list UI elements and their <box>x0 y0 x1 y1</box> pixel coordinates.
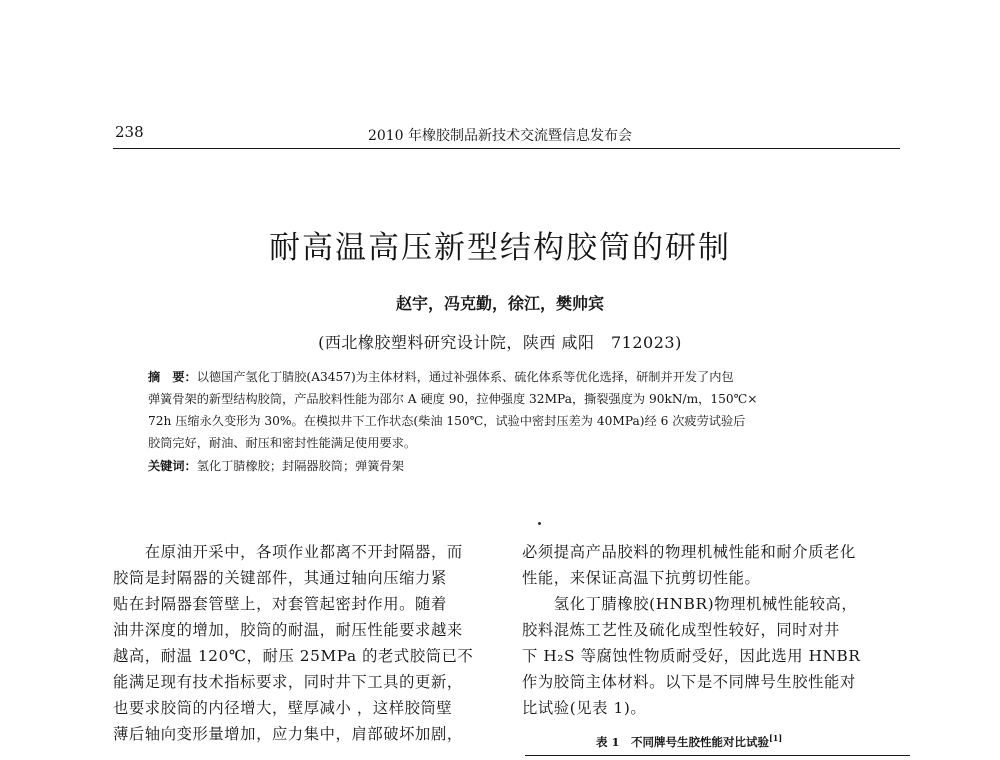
left-column-line: 能满足现有技术指标要求，同时井下工具的更新， <box>113 673 463 691</box>
left-column-line: 在原油开采中，各项作业都离不开封隔器，而 <box>113 543 463 561</box>
affiliation: (西北橡胶塑料研究设计院，陕西 咸阳 712023) <box>318 333 682 352</box>
article-title: 耐高温高压新型结构胶筒的研制 <box>269 230 731 266</box>
left-column-line: 胶筒是封隔器的关键部件，其通过轴向压缩力紧 <box>113 569 447 587</box>
abstract-line <box>148 367 868 387</box>
left-column-line: 越高，耐温 120℃，耐压 25MPa 的老式胶筒已不 <box>113 647 474 665</box>
left-column-line: 也要求胶筒的内径增大，壁厚减小 ，这样胶筒壁 <box>113 699 453 717</box>
right-column-line: 必须提高产品胶料的物理机械性能和耐介质老化 <box>522 543 856 561</box>
header-rule <box>113 148 900 149</box>
page-number: 238 <box>115 123 144 141</box>
keywords-label: 关键词： <box>148 459 197 473</box>
table-caption <box>596 733 782 750</box>
table-caption-ref: [1] <box>769 733 783 743</box>
table-caption-text: 表 1 不同牌号生胶性能对比试验 <box>596 734 770 749</box>
abstract-line: 72h 压缩永久变形为 30%。在模拟井下工作状态(柴油 150℃，试验中密封压差为 40MPa)经 6 次疲劳试验后 <box>148 414 746 428</box>
abstract-label: 摘 要： <box>148 370 197 384</box>
abstract-line: 胶筒完好，耐油、耐压和密封性能满足使用要求。 <box>148 436 417 450</box>
keywords-text: 氢化丁腈橡胶；封隔器胶筒；弹簧骨架 <box>196 459 404 473</box>
left-column-line: 贴在封隔器套管壁上，对套管起密封作用。随着 <box>113 595 447 613</box>
right-column-line: 作为胶筒主体材料。以下是不同牌号生胶性能对 <box>522 673 856 691</box>
keywords-line <box>148 456 868 476</box>
authors: 赵宇，冯克勤，徐江，樊帅宾 <box>395 294 604 313</box>
right-column-line: 氢化丁腈橡胶(HNBR)物理机械性能较高， <box>522 595 858 613</box>
running-header: 2010 年橡胶制品新技术交流暨信息发布会 <box>367 128 633 144</box>
right-column-line: 性能，来保证高温下抗剪切性能。 <box>522 569 761 587</box>
right-column-line: 胶料混炼工艺性及硫化成型性较好，同时对井 <box>522 621 840 639</box>
abstract-text: 以德国产氢化丁腈胶(A3457)为主体材料，通过补强体系、硫化体系等优化选择，研制并开发了内包 <box>196 370 734 384</box>
left-column-line: 油井深度的增加，胶筒的耐温，耐压性能要求越来 <box>113 621 463 639</box>
table-top-rule <box>525 755 910 756</box>
left-column-line: 薄后轴向变形量增加，应力集中，肩部破坏加剧， <box>113 725 463 743</box>
right-column-line: 下 H₂S 等腐蚀性物质耐受好，因此选用 HNBR <box>522 647 861 665</box>
abstract-line: 弹簧骨架的新型结构胶筒，产品胶料性能为邵尔 A 硬度 90，拉伸强度 32MPa，撕裂强度为 90kN/m，150℃× <box>148 392 758 406</box>
right-column-line: 比试验(见表 1)。 <box>522 699 647 717</box>
stray-mark <box>538 522 541 525</box>
